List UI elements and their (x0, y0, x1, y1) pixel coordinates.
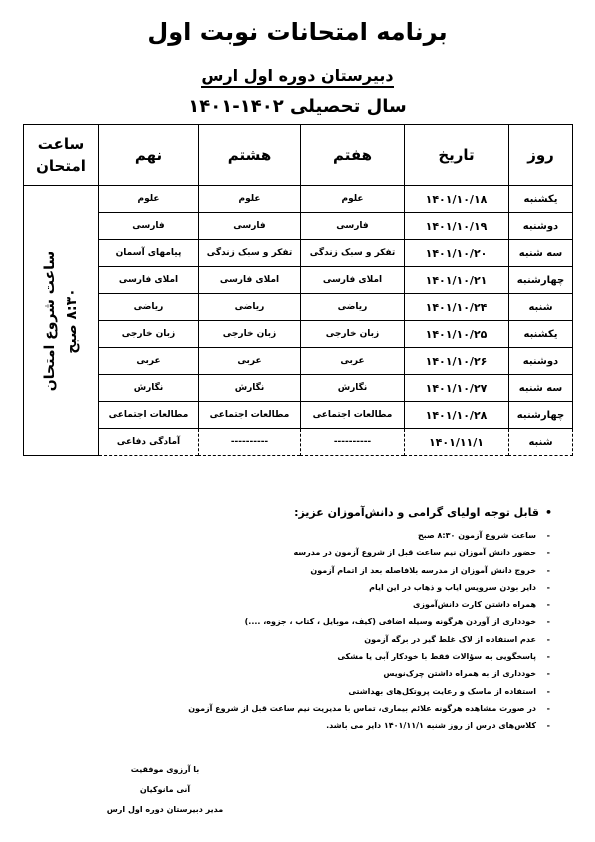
notes-section (92, 506, 552, 735)
note-item: - کلاس‌های درس از روز شنبه ۱۴۰۱/۱۱/۱ دایر می باشد. (92, 717, 536, 734)
note-item: - همراه داشتن کارت دانش‌آموزی (92, 596, 536, 613)
table-row (24, 321, 573, 348)
grade-7-cell: مطالعات اجتماعی (301, 402, 405, 429)
exam-start-time-line2: ۸:۳۰ صبح (64, 287, 80, 354)
day-cell: یکشنبه (509, 186, 573, 213)
grade-8-cell: فارسی (199, 213, 301, 240)
grade-7-cell: زبان خارجی (301, 321, 405, 348)
grade-9-cell: املای فارسی (99, 267, 199, 294)
day-cell: دوشنبه (509, 348, 573, 375)
grade-9-cell: علوم (99, 186, 199, 213)
grade-7-cell: ---------- (301, 429, 405, 456)
date-cell: ۱۴۰۱/۱۰/۲۷ (405, 375, 509, 402)
grade-9-cell: آمادگی دفاعی (99, 429, 199, 456)
signature-role: مدیر دبیرستان دوره اول ارس (106, 805, 224, 814)
table-row (24, 429, 573, 456)
day-cell: سه شنبه (509, 240, 573, 267)
notes-heading: • قابل توجه اولیای گرامی و دانش‌آموزان عزیز: (92, 506, 552, 519)
school-name-text: دبیرستان دوره اول ارس (201, 66, 393, 88)
date-cell: ۱۴۰۱/۱۰/۲۱ (405, 267, 509, 294)
date-cell: ۱۴۰۱/۱۰/۲۰ (405, 240, 509, 267)
table-header-row (24, 125, 573, 186)
header-exam-time-line1: ساعت (37, 135, 85, 153)
grade-7-cell: املای فارسی (301, 267, 405, 294)
grade-8-cell: تفکر و سبک زندگی (199, 240, 301, 267)
grade-8-cell: عربی (199, 348, 301, 375)
header-exam-time-line2: امتحان (36, 157, 86, 175)
grade-7-cell: تفکر و سبک زندگی (301, 240, 405, 267)
header-grade-7: هفتم (301, 125, 405, 186)
grade-8-cell: علوم (199, 186, 301, 213)
grade-7-cell: عربی (301, 348, 405, 375)
header-grade-8: هشتم (199, 125, 301, 186)
grade-9-cell: عربی (99, 348, 199, 375)
day-cell: چهارشنبه (509, 267, 573, 294)
note-item: - حضور دانش آموزان نیم ساعت قبل از شروع آزمون در مدرسه (92, 544, 536, 561)
exam-start-time-cell (24, 186, 99, 456)
table-row (24, 186, 573, 213)
header-day: روز (509, 125, 573, 186)
signature-block (95, 765, 235, 825)
grade-9-cell: ریاضی (99, 294, 199, 321)
page-title: برنامه امتحانات نوبت اول (147, 18, 448, 46)
grade-9-cell: زبان خارجی (99, 321, 199, 348)
note-item: - در صورت مشاهده هرگونه علائم بیماری، تماس با مدیریت نیم ساعت قبل از شروع آزمون (92, 700, 536, 717)
day-cell: چهارشنبه (509, 402, 573, 429)
grade-7-cell: نگارش (301, 375, 405, 402)
note-item: - خودداری از آوردن هرگونه وسیله اضافی (کیف، موبایل ، کتاب ، جزوه، ....) (92, 613, 536, 630)
date-cell: ۱۴۰۱/۱۰/۲۴ (405, 294, 509, 321)
note-item: - پاسخگویی به سؤالات فقط با خودکار آبی یا مشکی (92, 648, 536, 665)
date-cell: ۱۴۰۱/۱۱/۱ (405, 429, 509, 456)
header-grade-9: نهم (99, 125, 199, 186)
notes-list (92, 527, 552, 735)
grade-7-cell: علوم (301, 186, 405, 213)
grade-8-cell: ---------- (199, 429, 301, 456)
table-row (24, 213, 573, 240)
date-cell: ۱۴۰۱/۱۰/۱۸ (405, 186, 509, 213)
note-item: - عدم استفاده از لاک غلط گیر در برگه آزمون (92, 631, 536, 648)
table-row (24, 294, 573, 321)
table-row (24, 375, 573, 402)
grade-7-cell: فارسی (301, 213, 405, 240)
date-cell: ۱۴۰۱/۱۰/۲۵ (405, 321, 509, 348)
exam-schedule-table (23, 124, 573, 456)
grade-9-cell: فارسی (99, 213, 199, 240)
grade-8-cell: املای فارسی (199, 267, 301, 294)
table-row (24, 402, 573, 429)
day-cell: شنبه (509, 429, 573, 456)
exam-start-time-note (39, 250, 83, 390)
note-item: - دایر بودن سرویس ایاب و ذهاب در این ایام (92, 579, 536, 596)
table-row (24, 348, 573, 375)
grade-8-cell: زبان خارجی (199, 321, 301, 348)
date-cell: ۱۴۰۱/۱۰/۱۹ (405, 213, 509, 240)
note-item: - خروج دانش آموزان از مدرسه بلافاصله بعد از اتمام آزمون (92, 562, 536, 579)
day-cell: شنبه (509, 294, 573, 321)
grade-9-cell: نگارش (99, 375, 199, 402)
grade-8-cell: نگارش (199, 375, 301, 402)
header-date: تاریخ (405, 125, 509, 186)
day-cell: دوشنبه (509, 213, 573, 240)
grade-9-cell: مطالعات اجتماعی (99, 402, 199, 429)
signature-name: آنی مانوکیان (139, 785, 191, 794)
note-item: - استفاده از ماسک و رعایت پروتکل‌های بهداشتی (92, 683, 536, 700)
grade-8-cell: مطالعات اجتماعی (199, 402, 301, 429)
exam-start-time-line1: ساعت شروع امتحان (42, 250, 58, 391)
date-cell: ۱۴۰۱/۱۰/۲۸ (405, 402, 509, 429)
table-row (24, 267, 573, 294)
school-name (0, 66, 595, 85)
grade-9-cell: پیامهای آسمان (99, 240, 199, 267)
signature-wish: با آرزوی موفقیت (130, 765, 200, 774)
day-cell: سه شنبه (509, 375, 573, 402)
day-cell: یکشنبه (509, 321, 573, 348)
date-cell: ۱۴۰۱/۱۰/۲۶ (405, 348, 509, 375)
grade-7-cell: ریاضی (301, 294, 405, 321)
table-row (24, 240, 573, 267)
header-exam-time (24, 125, 99, 186)
note-item: - خودداری از به همراه داشتن چرک‌نویس (92, 665, 536, 682)
academic-year: سال تحصیلی ۱۴۰۲-۱۴۰۱ (188, 96, 407, 117)
grade-8-cell: ریاضی (199, 294, 301, 321)
note-item: - ساعت شروع آزمون ۸:۳۰ صبح (92, 527, 536, 544)
